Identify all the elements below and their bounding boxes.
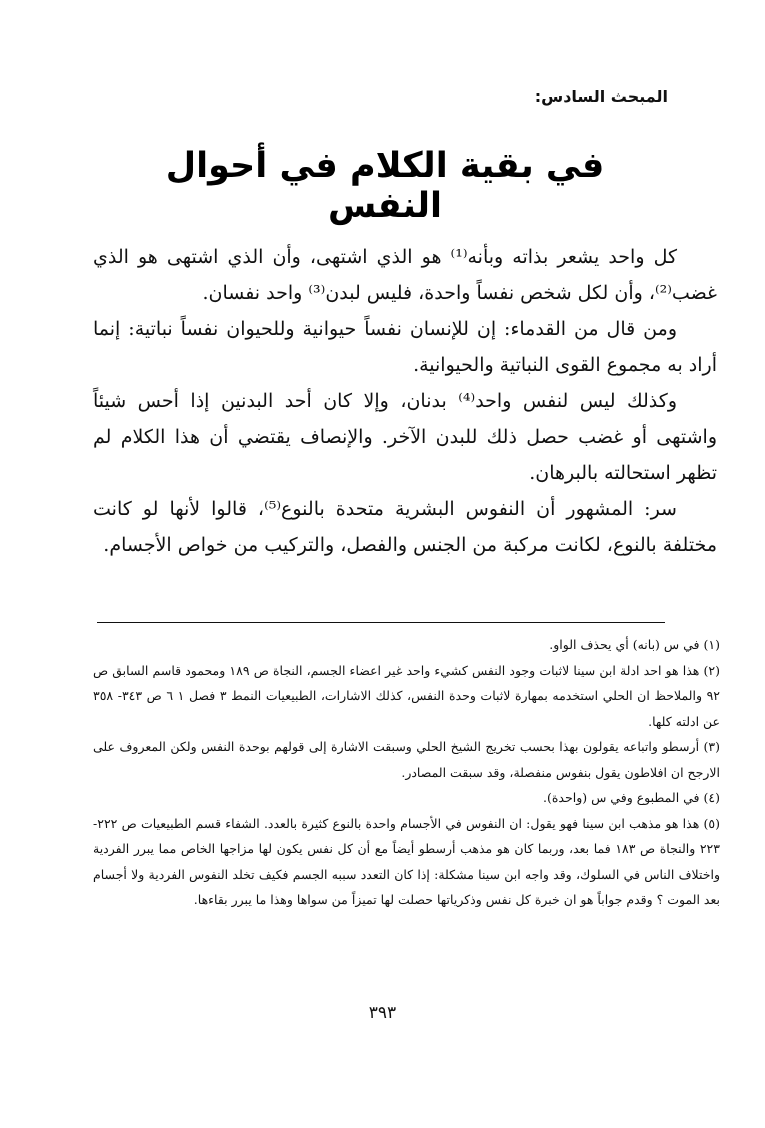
footnote: (٤) في المطبوع وفي س (واحدة). — [543, 790, 720, 805]
main-text — [93, 239, 717, 563]
footnotes — [93, 632, 720, 913]
footnote: (٢) هذا هو احد ادلة ابن سينا لاثبات وجود النفس كشيء واحد غير اعضاء الجسم، النجاة ص ١٨٩ ومحمود قاسم السابق ص ٩٢ والملاحظ ان الحلي استخدمه بمهارة لاثبات وحدة النفس، كذلك الاشارات، الطبيعيات النمط ٣ فصل ١ ٦ ص ٣٤٣- ٣٥٨ عن ادلته كلها. — [93, 662, 721, 729]
section-label: المبحث السادس: — [534, 87, 668, 106]
footnote: (١) في س (بانه) أي يحذف الواو. — [549, 637, 720, 652]
footnote-divider — [97, 622, 665, 623]
paragraph: كل واحد يشعر بذاته وبأنه⁽¹⁾ هو الذي اشتهى، وأن الذي اشتهى هو الذي غضب⁽²⁾، وأن لكل شخص نفساً واحدة، فليس لبدن⁽³⁾ واحد نفسان. — [93, 246, 717, 304]
paragraph: وكذلك ليس لنفس واحد⁽⁴⁾ بدنان، وإلا كان أحد البدنين إذا أحس شيئاً واشتهى أو غضب حصل ذلك للبدن الآخر. والإنصاف يقتضي أن هذا الكلام لم تظهر استحالته بالبرهان. — [93, 390, 717, 484]
footnote: (٥) هذا هو مذهب ابن سينا فهو يقول: ان النفوس في الأجسام واحدة بالنوع كثيرة بالعدد. الشفاء قسم الطبيعيات ص ٢٢٢- ٢٢٣ والنجاة ص ١٨٣ فما بعد، وربما كان هو مذهب أرسطو أيضاً مع أن كل نفس يكون لها مزاجها الخاص مما يبرر الفردية واختلاف الناس في السلوك، وقد واجه ابن سينا مشكلة: إذا كان التعدد سببه الجسم فكيف تخلد النفوس الفردية ولا أجسام بعد الموت ؟ وقدم جواباً هو ان خبرة كل نفس وذكرياتها حصلت لها تميزاً من سواها وهذا ما يبرر بقاءها. — [93, 815, 720, 907]
page-number: ٣٩٣ — [368, 1003, 397, 1023]
paragraph: سر: المشهور أن النفوس البشرية متحدة بالنوع⁽⁵⁾، قالوا لأنها لو كانت مختلفة بالنوع، لكانت مركبة من الجنس والفصل، والتركيب من خواص الأجسام. — [93, 498, 717, 556]
footnote: (٣) أرسطو واتباعه يقولون بهذا بحسب تخريج الشيخ الحلي وسبقت الاشارة إلى قولهم بوحدة النفس ولكن المعروف على الارجح ان افلاطون يقول بنفوس منفصلة، وقد سبقت المصادر. — [93, 739, 720, 780]
chapter-title: في بقية الكلام في أحوال النفس — [165, 146, 605, 226]
paragraph: ومن قال من القدماء: إن للإنسان نفساً حيوانية وللحيوان نفساً نباتية: إنما أراد به مجموع القوى النباتية والحيوانية. — [93, 318, 717, 376]
